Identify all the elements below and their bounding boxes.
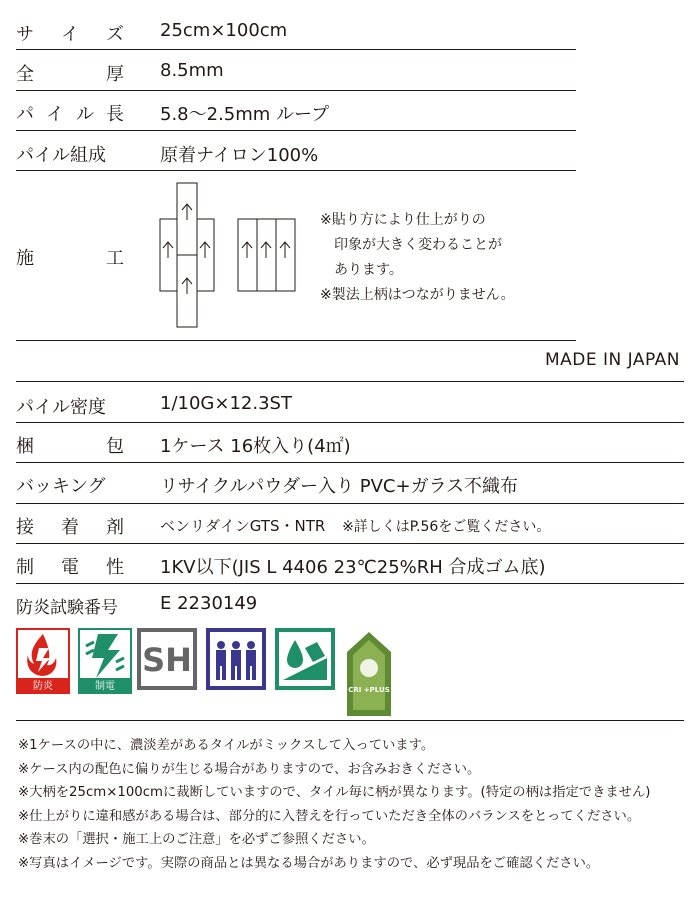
spec-packing-value: 1ケース 16枚入り(4㎡) [160, 436, 351, 457]
footer-note: ※ケース内の配色に偏りが生じる場合がありますので、お含みおきください。 [18, 761, 481, 777]
divider [16, 90, 576, 91]
spec-pile-length-value: 5.8〜2.5mm ループ [160, 104, 330, 125]
construction-note: ※製法上柄はつながりません。 [320, 287, 515, 303]
spec-adhesive-note: ※詳しくはP.56をご覧ください。 [342, 519, 551, 535]
sick-house-icon [137, 628, 197, 690]
spec-thickness-value: 8.5mm [160, 60, 224, 81]
antistatic-icon [78, 628, 132, 694]
people-icon [206, 628, 266, 690]
footer-note: ※仕上がりに違和感がある場合は、部分的に入替えを行っていただき全体のバランスをとってください。 [18, 808, 641, 824]
construction-note: あります。 [334, 262, 403, 278]
spec-pile-composition-label: パイル組成 [16, 145, 106, 166]
footer-note: ※1ケースの中に、濃淡差があるタイルがミックスして入っています。 [18, 738, 435, 753]
flame-retardant-icon [16, 628, 70, 694]
installation-diagram [159, 182, 299, 330]
divider [16, 503, 684, 504]
divider [16, 381, 684, 382]
spec-backing-value: リサイクルパウダー入り PVC+ガラス不織布 [160, 476, 519, 497]
construction-note: 印象が大きく変わることが [334, 237, 502, 253]
divider [16, 340, 576, 341]
divider [16, 583, 684, 584]
footer-note: ※写真はイメージです。実際の商品とは異なる場合がありますので、必ず現品をご確認ください。 [18, 855, 600, 871]
flame-retardant-caption: 防炎 [33, 681, 53, 692]
divider [16, 720, 684, 721]
cri-green-label-icon [344, 630, 394, 718]
spec-pile-composition-value: 原着ナイロン100% [160, 145, 319, 166]
cri-caption: CRI +PLUS [348, 686, 390, 694]
sick-house-caption: SH [142, 641, 192, 679]
divider [16, 170, 576, 171]
divider [16, 422, 684, 423]
spec-pile-density-label: パイル密度 [16, 397, 106, 418]
divider [16, 462, 684, 463]
footer-note: ※巻末の「選択・施工上のご注意」を必ずご参照ください。 [18, 832, 375, 847]
construction-note: ※貼り方により仕上がりの [320, 212, 486, 228]
spec-antistatic-value: 1KV以下(JIS L 4406 23℃25%RH 合成ゴム底) [160, 557, 546, 578]
spec-pile-density-value: 1/10G×12.3ST [160, 393, 292, 414]
divider [16, 49, 576, 50]
footer-note: ※大柄を25cm×100cmに裁断していますので、タイル毎に柄が異なります。(特定の柄は指定できません) [18, 785, 651, 800]
construction-notes [320, 208, 515, 308]
spec-backing-label: バッキング [16, 476, 106, 497]
made-in-label: MADE IN JAPAN [544, 350, 680, 370]
divider [16, 130, 576, 131]
stain-resistant-icon [275, 628, 335, 690]
spec-adhesive-value [160, 515, 550, 536]
footer-notes [18, 734, 650, 875]
spec-adhesive-value-text: ベンリダインGTS・NTR [160, 517, 326, 535]
divider [16, 543, 684, 544]
spec-size-value: 25cm×100cm [160, 20, 288, 41]
antistatic-caption: 制電 [95, 681, 115, 692]
spec-fire-test-number-value: E 2230149 [160, 593, 258, 614]
spec-fire-test-number-label: 防炎試験番号 [16, 598, 118, 618]
